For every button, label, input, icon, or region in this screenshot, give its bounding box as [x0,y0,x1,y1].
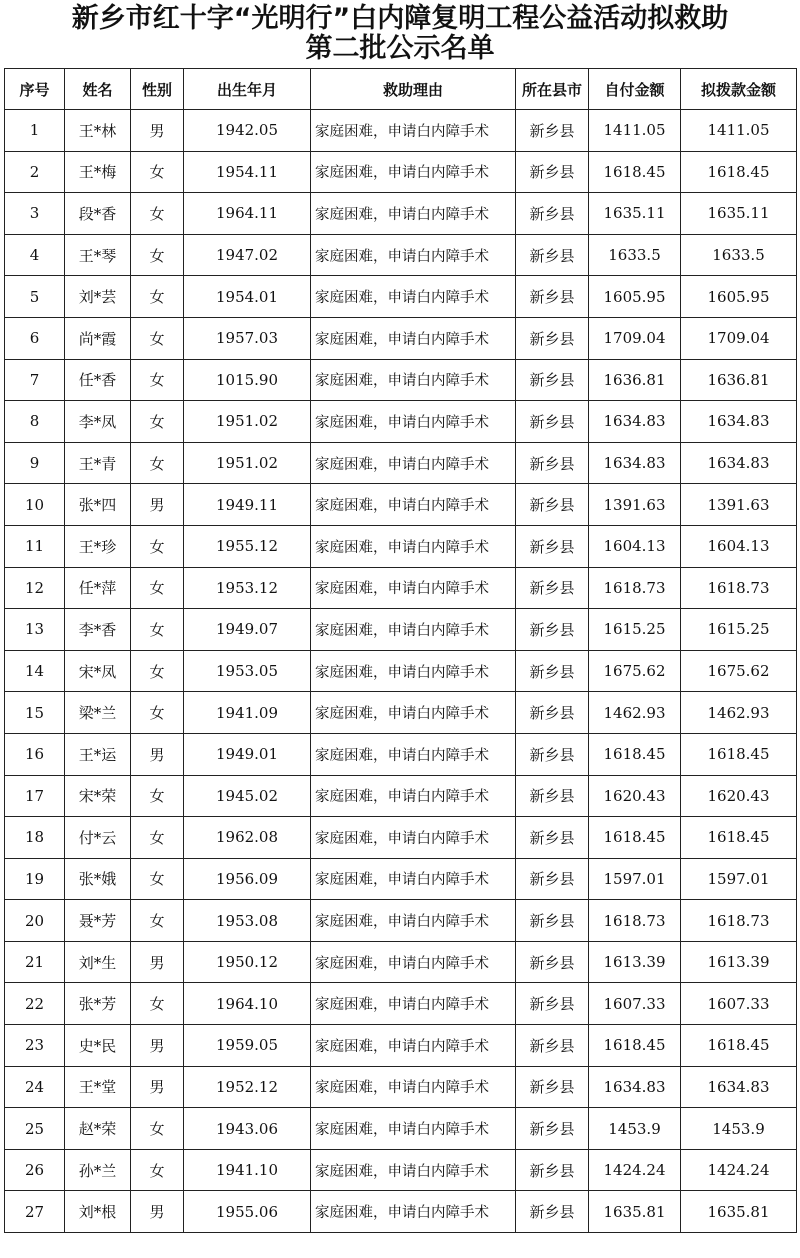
cell-name: 王*琴 [65,234,131,276]
cell-index: 2 [5,151,65,193]
cell-index: 20 [5,900,65,942]
cell-gender: 女 [131,775,184,817]
cell-county: 新乡县 [516,900,589,942]
cell-reason: 家庭困难，申请白内障手术 [311,609,516,651]
cell-gender: 女 [131,151,184,193]
cell-gender: 男 [131,941,184,983]
cell-gender: 女 [131,609,184,651]
table-row [5,817,797,859]
cell-county: 新乡县 [516,692,589,734]
cell-self-pay: 1615.25 [589,609,681,651]
cell-name: 李*凤 [65,401,131,443]
cell-birth: 1962.08 [184,817,311,859]
col-header-self-pay: 自付金额 [589,69,681,110]
cell-gender: 女 [131,567,184,609]
cell-reason: 家庭困难，申请白内障手术 [311,193,516,235]
cell-name: 张*娥 [65,858,131,900]
cell-birth: 1953.05 [184,650,311,692]
col-header-birth: 出生年月 [184,69,311,110]
cell-name: 孙*兰 [65,1149,131,1191]
cell-grant: 1391.63 [681,484,797,526]
cell-index: 17 [5,775,65,817]
cell-grant: 1424.24 [681,1149,797,1191]
cell-self-pay: 1618.45 [589,733,681,775]
cell-county: 新乡县 [516,733,589,775]
table-row [5,234,797,276]
cell-self-pay: 1462.93 [589,692,681,734]
col-header-gender: 性别 [131,69,184,110]
cell-birth: 1955.12 [184,525,311,567]
cell-reason: 家庭困难，申请白内障手术 [311,692,516,734]
cell-grant: 1462.93 [681,692,797,734]
col-header-county: 所在县市 [516,69,589,110]
cell-grant: 1634.83 [681,442,797,484]
cell-reason: 家庭困难，申请白内障手术 [311,1108,516,1150]
cell-reason: 家庭困难，申请白内障手术 [311,858,516,900]
cell-reason: 家庭困难，申请白内障手术 [311,650,516,692]
cell-reason: 家庭困难，申请白内障手术 [311,484,516,526]
cell-name: 段*香 [65,193,131,235]
table-row [5,1066,797,1108]
cell-index: 4 [5,234,65,276]
col-header-grant: 拟拨款金额 [681,69,797,110]
cell-index: 13 [5,609,65,651]
table-header-row [5,69,797,110]
cell-reason: 家庭困难，申请白内障手术 [311,276,516,318]
cell-self-pay: 1607.33 [589,983,681,1025]
cell-index: 8 [5,401,65,443]
col-header-index: 序号 [5,69,65,110]
cell-birth: 1956.09 [184,858,311,900]
cell-county: 新乡县 [516,317,589,359]
cell-self-pay: 1634.83 [589,401,681,443]
cell-gender: 女 [131,692,184,734]
cell-county: 新乡县 [516,525,589,567]
cell-self-pay: 1634.83 [589,1066,681,1108]
cell-index: 14 [5,650,65,692]
cell-county: 新乡县 [516,858,589,900]
table-row [5,609,797,651]
cell-reason: 家庭困难，申请白内障手术 [311,1191,516,1233]
cell-name: 史*民 [65,1025,131,1067]
cell-index: 9 [5,442,65,484]
cell-self-pay: 1613.39 [589,941,681,983]
cell-county: 新乡县 [516,276,589,318]
cell-name: 王*梅 [65,151,131,193]
cell-gender: 男 [131,110,184,152]
cell-index: 16 [5,733,65,775]
cell-grant: 1634.83 [681,401,797,443]
cell-self-pay: 1618.73 [589,900,681,942]
cell-birth: 1954.11 [184,151,311,193]
cell-birth: 1955.06 [184,1191,311,1233]
table-row [5,401,797,443]
cell-index: 19 [5,858,65,900]
col-header-name: 姓名 [65,69,131,110]
cell-reason: 家庭困难，申请白内障手术 [311,1149,516,1191]
cell-reason: 家庭困难，申请白内障手术 [311,359,516,401]
cell-grant: 1620.43 [681,775,797,817]
cell-grant: 1618.45 [681,733,797,775]
cell-reason: 家庭困难，申请白内障手术 [311,1025,516,1067]
cell-self-pay: 1635.11 [589,193,681,235]
cell-birth: 1954.01 [184,276,311,318]
cell-grant: 1633.5 [681,234,797,276]
cell-gender: 男 [131,1066,184,1108]
title-line-1: 新乡市红十字“光明行”白内障复明工程公益活动拟救助 [71,3,729,34]
cell-self-pay: 1604.13 [589,525,681,567]
cell-county: 新乡县 [516,941,589,983]
cell-birth: 1953.08 [184,900,311,942]
table-row [5,1025,797,1067]
cell-reason: 家庭困难，申请白内障手术 [311,775,516,817]
cell-reason: 家庭困难，申请白内障手术 [311,442,516,484]
cell-index: 27 [5,1191,65,1233]
cell-reason: 家庭困难，申请白内障手术 [311,234,516,276]
cell-index: 10 [5,484,65,526]
table-row [5,359,797,401]
cell-name: 刘*芸 [65,276,131,318]
cell-birth: 1959.05 [184,1025,311,1067]
table-row [5,567,797,609]
cell-reason: 家庭困难，申请白内障手术 [311,1066,516,1108]
cell-self-pay: 1709.04 [589,317,681,359]
table-row [5,692,797,734]
cell-index: 18 [5,817,65,859]
cell-grant: 1636.81 [681,359,797,401]
cell-birth: 1015.90 [184,359,311,401]
table-row [5,442,797,484]
cell-self-pay: 1424.24 [589,1149,681,1191]
cell-name: 任*萍 [65,567,131,609]
cell-self-pay: 1391.63 [589,484,681,526]
cell-county: 新乡县 [516,1025,589,1067]
cell-grant: 1613.39 [681,941,797,983]
title-line-2: 第二批公示名单 [305,33,495,64]
cell-name: 刘*生 [65,941,131,983]
cell-county: 新乡县 [516,1191,589,1233]
cell-self-pay: 1635.81 [589,1191,681,1233]
cell-reason: 家庭困难，申请白内障手术 [311,525,516,567]
table-row [5,1108,797,1150]
table-row [5,317,797,359]
cell-self-pay: 1453.9 [589,1108,681,1150]
cell-grant: 1411.05 [681,110,797,152]
cell-birth: 1941.09 [184,692,311,734]
cell-name: 张*四 [65,484,131,526]
cell-gender: 女 [131,525,184,567]
cell-index: 26 [5,1149,65,1191]
cell-county: 新乡县 [516,193,589,235]
cell-reason: 家庭困难，申请白内障手术 [311,733,516,775]
table-row [5,733,797,775]
cell-self-pay: 1618.45 [589,151,681,193]
cell-gender: 女 [131,234,184,276]
cell-index: 7 [5,359,65,401]
cell-reason: 家庭困难，申请白内障手术 [311,900,516,942]
cell-gender: 女 [131,650,184,692]
cell-index: 24 [5,1066,65,1108]
cell-county: 新乡县 [516,110,589,152]
cell-grant: 1635.11 [681,193,797,235]
cell-gender: 女 [131,900,184,942]
cell-grant: 1615.25 [681,609,797,651]
cell-grant: 1675.62 [681,650,797,692]
cell-name: 王*青 [65,442,131,484]
cell-name: 刘*根 [65,1191,131,1233]
cell-birth: 1941.10 [184,1149,311,1191]
cell-gender: 男 [131,733,184,775]
cell-index: 22 [5,983,65,1025]
table-row [5,110,797,152]
cell-reason: 家庭困难，申请白内障手术 [311,817,516,859]
cell-grant: 1618.73 [681,567,797,609]
cell-index: 5 [5,276,65,318]
cell-gender: 女 [131,858,184,900]
cell-gender: 女 [131,359,184,401]
cell-gender: 女 [131,401,184,443]
table-row [5,484,797,526]
cell-grant: 1618.45 [681,817,797,859]
cell-gender: 女 [131,193,184,235]
cell-county: 新乡县 [516,151,589,193]
table-row [5,858,797,900]
cell-gender: 男 [131,1025,184,1067]
cell-self-pay: 1605.95 [589,276,681,318]
cell-grant: 1618.73 [681,900,797,942]
cell-self-pay: 1636.81 [589,359,681,401]
cell-gender: 男 [131,1191,184,1233]
table-row [5,775,797,817]
cell-grant: 1597.01 [681,858,797,900]
table-row [5,1149,797,1191]
cell-reason: 家庭困难，申请白内障手术 [311,401,516,443]
cell-self-pay: 1411.05 [589,110,681,152]
cell-name: 梁*兰 [65,692,131,734]
cell-reason: 家庭困难，申请白内障手术 [311,941,516,983]
cell-birth: 1949.01 [184,733,311,775]
cell-gender: 女 [131,817,184,859]
cell-birth: 1943.06 [184,1108,311,1150]
table-row [5,525,797,567]
cell-birth: 1957.03 [184,317,311,359]
cell-self-pay: 1675.62 [589,650,681,692]
cell-name: 赵*荣 [65,1108,131,1150]
cell-county: 新乡县 [516,650,589,692]
cell-birth: 1951.02 [184,442,311,484]
cell-county: 新乡县 [516,234,589,276]
table-row [5,193,797,235]
cell-self-pay: 1620.43 [589,775,681,817]
cell-county: 新乡县 [516,983,589,1025]
cell-name: 王*珍 [65,525,131,567]
cell-grant: 1618.45 [681,151,797,193]
cell-birth: 1953.12 [184,567,311,609]
cell-name: 任*香 [65,359,131,401]
table-row [5,941,797,983]
cell-county: 新乡县 [516,609,589,651]
cell-self-pay: 1618.45 [589,817,681,859]
cell-birth: 1947.02 [184,234,311,276]
recipient-table [4,68,797,1233]
cell-county: 新乡县 [516,442,589,484]
cell-birth: 1951.02 [184,401,311,443]
table-row [5,151,797,193]
cell-county: 新乡县 [516,817,589,859]
cell-birth: 1950.12 [184,941,311,983]
cell-grant: 1605.95 [681,276,797,318]
cell-index: 21 [5,941,65,983]
cell-name: 尚*霞 [65,317,131,359]
table-row [5,1191,797,1233]
cell-reason: 家庭困难，申请白内障手术 [311,983,516,1025]
cell-index: 12 [5,567,65,609]
cell-name: 宋*凤 [65,650,131,692]
cell-gender: 女 [131,276,184,318]
cell-county: 新乡县 [516,567,589,609]
cell-birth: 1964.10 [184,983,311,1025]
cell-self-pay: 1633.5 [589,234,681,276]
cell-name: 聂*芳 [65,900,131,942]
table-row [5,650,797,692]
cell-name: 王*林 [65,110,131,152]
cell-birth: 1949.11 [184,484,311,526]
cell-county: 新乡县 [516,401,589,443]
table-row [5,983,797,1025]
cell-index: 25 [5,1108,65,1150]
cell-birth: 1945.02 [184,775,311,817]
cell-county: 新乡县 [516,1108,589,1150]
cell-name: 王*运 [65,733,131,775]
cell-gender: 女 [131,1149,184,1191]
cell-index: 11 [5,525,65,567]
cell-index: 3 [5,193,65,235]
cell-grant: 1607.33 [681,983,797,1025]
cell-name: 王*堂 [65,1066,131,1108]
cell-gender: 女 [131,983,184,1025]
cell-birth: 1949.07 [184,609,311,651]
cell-birth: 1942.05 [184,110,311,152]
cell-self-pay: 1618.45 [589,1025,681,1067]
cell-grant: 1634.83 [681,1066,797,1108]
cell-birth: 1964.11 [184,193,311,235]
cell-county: 新乡县 [516,484,589,526]
cell-gender: 女 [131,442,184,484]
cell-birth: 1952.12 [184,1066,311,1108]
cell-name: 宋*荣 [65,775,131,817]
cell-index: 23 [5,1025,65,1067]
table-body [5,110,797,1233]
cell-reason: 家庭困难，申请白内障手术 [311,567,516,609]
cell-grant: 1618.45 [681,1025,797,1067]
cell-grant: 1453.9 [681,1108,797,1150]
cell-gender: 女 [131,1108,184,1150]
cell-index: 15 [5,692,65,734]
cell-name: 张*芳 [65,983,131,1025]
cell-grant: 1635.81 [681,1191,797,1233]
cell-index: 6 [5,317,65,359]
cell-name: 付*云 [65,817,131,859]
cell-name: 李*香 [65,609,131,651]
table-row [5,276,797,318]
cell-index: 1 [5,110,65,152]
cell-gender: 女 [131,317,184,359]
cell-reason: 家庭困难，申请白内障手术 [311,151,516,193]
cell-self-pay: 1618.73 [589,567,681,609]
cell-county: 新乡县 [516,1149,589,1191]
cell-county: 新乡县 [516,359,589,401]
cell-grant: 1709.04 [681,317,797,359]
cell-self-pay: 1597.01 [589,858,681,900]
col-header-reason: 救助理由 [311,69,516,110]
cell-grant: 1604.13 [681,525,797,567]
cell-gender: 男 [131,484,184,526]
cell-reason: 家庭困难，申请白内障手术 [311,110,516,152]
cell-reason: 家庭困难，申请白内障手术 [311,317,516,359]
cell-self-pay: 1634.83 [589,442,681,484]
cell-county: 新乡县 [516,775,589,817]
table-row [5,900,797,942]
cell-county: 新乡县 [516,1066,589,1108]
